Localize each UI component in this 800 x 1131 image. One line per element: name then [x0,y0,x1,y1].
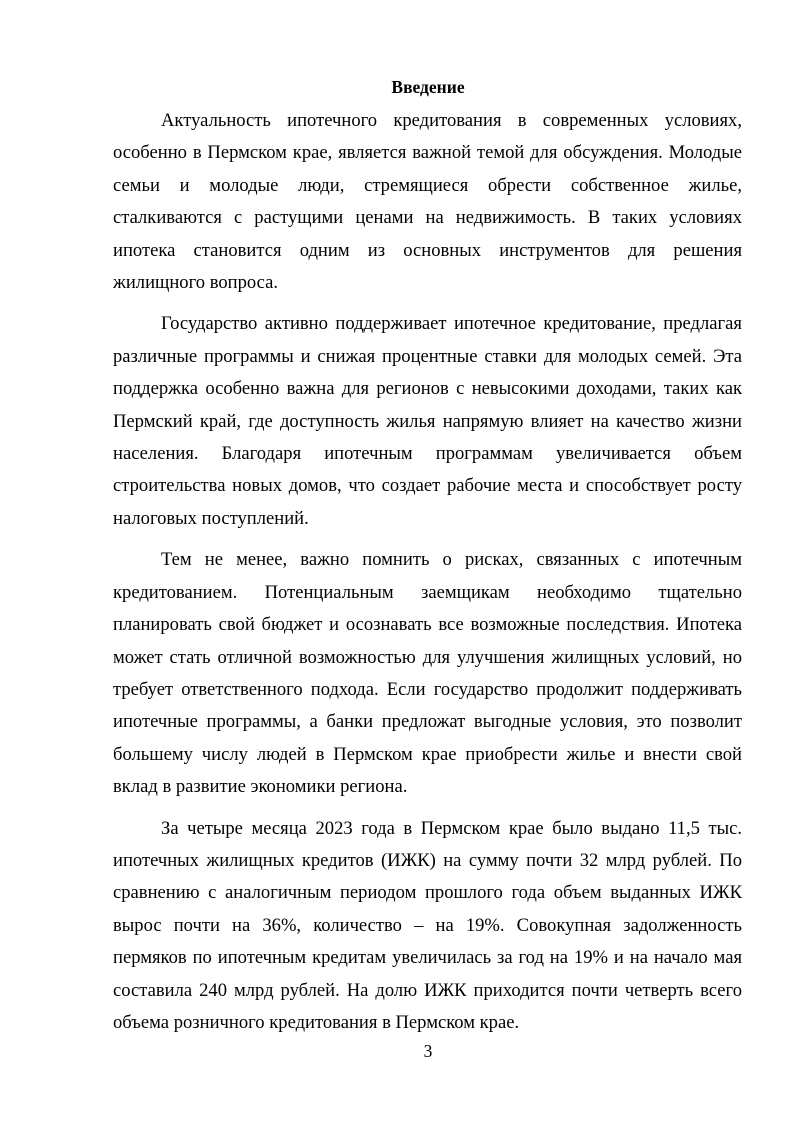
section-title: Введение [391,77,465,97]
paragraph-1: Актуальность ипотечного кредитования в современных условиях, особенно в Пермском крае, является важной темой для обсуждения. Молодые семьи и молодые люди, стремящиеся обрести собственное жилье, сталкиваются с растущими ценами на недвижимость. В таких условиях ипотека становится одним из основных инструментов для решения жилищного вопроса. [113,110,742,294]
paragraph-2: Государство активно поддерживает ипотечное кредитование, предлагая различные программы и снижая процентные ставки для молодых семей. Эта поддержка особенно важна для регионов с невысокими доходами, таких как Пермский край, где доступность жилья напрямую влияет на качество жизни населения. Благодаря ипотечным программам увеличивается объем строительства новых домов, что создает рабочие места и способствует росту налоговых поступлений. [113,313,742,529]
body-text [113,105,742,1048]
paragraph-3: Тем не менее, важно помнить о рисках, связанных с ипотечным кредитованием. Потенциальным заемщикам необходимо тщательно планировать свой бюджет и осознавать все возможные последствия. Ипотека может стать отличной возможностью для улучшения жилищных условий, но требует ответственного подхода. Если государство продолжит поддерживать ипотечные программы, а банки предложат выгодные условия, это позволит большему числу людей в Пермском крае приобрести жилье и внести свой вклад в развитие экономики региона. [113,549,742,798]
paragraph-4: За четыре месяца 2023 года в Пермском крае было выдано 11,5 тыс. ипотечных жилищных кредитов (ИЖК) на сумму почти 32 млрд рублей. По сравнению с аналогичным периодом прошлого года объем выданных ИЖК вырос почти на 36%, количество – на 19%. Совокупная задолженность пермяков по ипотечным кредитам увеличилась за год на 19% и на начало мая составила 240 млрд рублей. На долю ИЖК приходится почти четверть всего объема розничного кредитования в Пермском крае. [113,817,742,1033]
page-number: 3 [423,1041,433,1061]
